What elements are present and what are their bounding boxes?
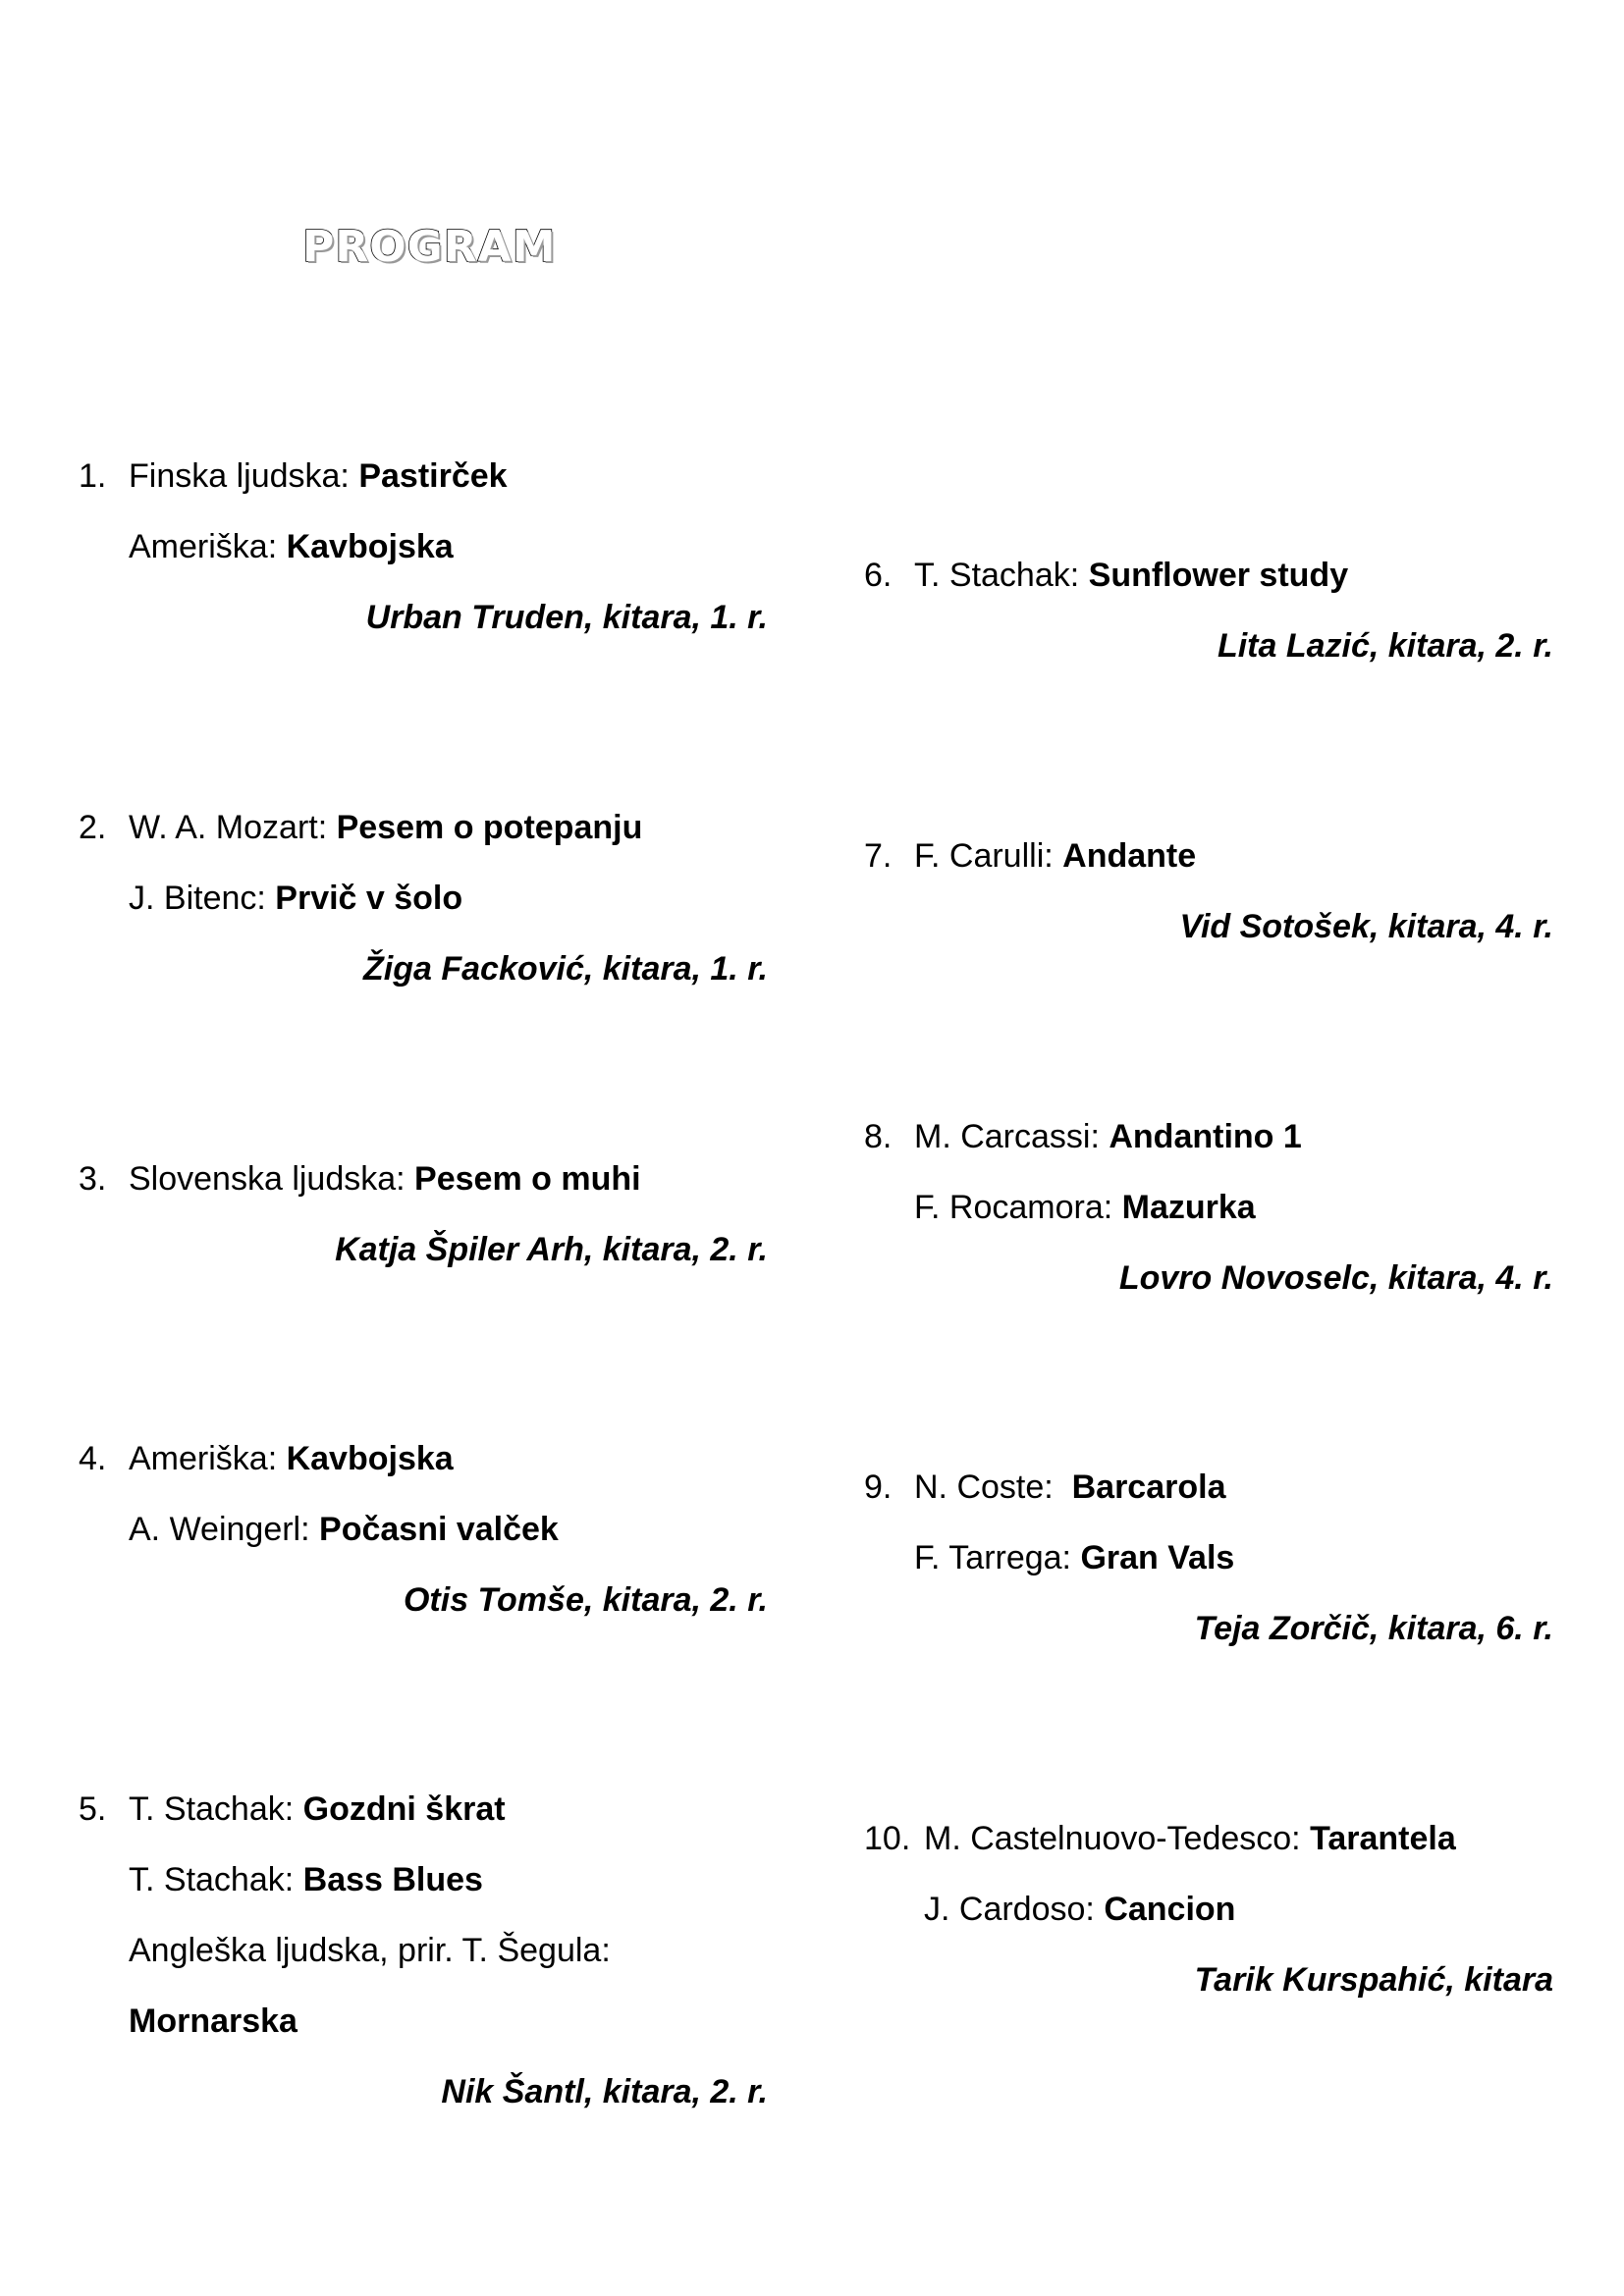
item-number: 3. <box>79 1160 107 1198</box>
composer: J. Cardoso: <box>924 1891 1105 1928</box>
composer: T. Stachak: <box>129 1861 303 1898</box>
item-line <box>129 792 768 863</box>
item-line <box>129 441 768 511</box>
item-line <box>914 1172 1553 1243</box>
program-item-8 <box>864 1101 1553 1313</box>
program-item-5 <box>79 1774 768 2127</box>
composer: J. Bitenc: <box>129 880 276 917</box>
item-line <box>129 511 768 582</box>
item-number: 8. <box>864 1118 893 1155</box>
item-number: 5. <box>79 1790 107 1828</box>
item-line <box>129 1844 768 1915</box>
composer: M. Carcassi: <box>914 1118 1110 1155</box>
item-number: 1. <box>79 457 107 495</box>
program-item-10 <box>864 1803 1553 2015</box>
composer: T. Stachak: <box>129 1790 303 1828</box>
composer: Finska ljudska: <box>129 457 359 495</box>
composer: F. Tarrega: <box>914 1539 1081 1576</box>
piece-title: Počasni valček <box>319 1511 559 1548</box>
performer: Teja Zorčič, kitara, 6. r. <box>1194 1610 1553 1647</box>
piece-title: Andante <box>1062 837 1197 875</box>
item-line <box>914 1101 1553 1172</box>
performer: Nik Šantl, kitara, 2. r. <box>441 2073 768 2110</box>
composer: N. Coste: <box>914 1468 1072 1506</box>
composer: F. Carulli: <box>914 837 1063 875</box>
program-item-9 <box>864 1452 1553 1664</box>
item-number: 2. <box>79 809 107 846</box>
piece-title: Sunflower study <box>1088 557 1349 594</box>
item-number: 9. <box>864 1468 893 1506</box>
composer: T. Stachak: <box>914 557 1089 594</box>
piece-title: Pastirček <box>358 457 508 495</box>
item-line <box>914 1522 1553 1593</box>
composer: Ameriška: <box>129 528 287 565</box>
page-title: PROGRAM <box>302 222 557 272</box>
performer: Lita Lazić, kitara, 2. r. <box>1217 627 1553 665</box>
piece-title: Gozdni škrat <box>302 1790 506 1828</box>
piece-title: Barcarola <box>1071 1468 1226 1506</box>
item-number: 4. <box>79 1440 107 1477</box>
item-line <box>129 1144 768 1214</box>
performer: Žiga Facković, kitara, 1. r. <box>363 950 768 988</box>
item-line <box>914 1452 1553 1522</box>
item-line <box>924 1803 1553 1874</box>
composer: M. Castelnuovo-Tedesco: <box>924 1820 1311 1857</box>
performer: Urban Truden, kitara, 1. r. <box>365 599 768 636</box>
piece-title: Pesem o muhi <box>414 1160 641 1198</box>
piece-title: Prvič v šolo <box>275 880 463 917</box>
composer: Slovenska ljudska: <box>129 1160 415 1198</box>
composer: F. Rocamora: <box>914 1189 1122 1226</box>
composer: Ameriška: <box>129 1440 287 1477</box>
program-item-1 <box>79 441 768 653</box>
program-item-2 <box>79 792 768 1004</box>
item-line <box>129 1774 768 1844</box>
piece-title: Kavbojska <box>286 528 454 565</box>
item-line <box>129 1986 768 2056</box>
piece-title: Kavbojska <box>286 1440 454 1477</box>
program-item-7 <box>864 821 1553 962</box>
piece-title: Bass Blues <box>302 1861 483 1898</box>
piece-title: Gran Vals <box>1080 1539 1235 1576</box>
program-item-4 <box>79 1423 768 1635</box>
item-line <box>914 540 1553 611</box>
piece-title: Mornarska <box>129 2002 298 2040</box>
performer: Katja Špiler Arh, kitara, 2. r. <box>335 1231 768 1268</box>
item-line <box>914 821 1553 891</box>
piece-title: Tarantela <box>1310 1820 1456 1857</box>
item-number: 10. <box>864 1820 911 1857</box>
piece-title: Mazurka <box>1121 1189 1256 1226</box>
program-item-3 <box>79 1144 768 1285</box>
performer: Lovro Novoselc, kitara, 4. r. <box>1118 1259 1553 1297</box>
item-line <box>129 1494 768 1565</box>
program-item-6 <box>864 540 1553 681</box>
performer: Vid Sotošek, kitara, 4. r. <box>1179 908 1553 945</box>
performer: Otis Tomše, kitara, 2. r. <box>403 1581 768 1619</box>
item-line <box>129 863 768 934</box>
composer: W. A. Mozart: <box>129 809 337 846</box>
item-number: 6. <box>864 557 893 594</box>
piece-title: Cancion <box>1104 1891 1236 1928</box>
item-number: 7. <box>864 837 893 875</box>
performer: Tarik Kurspahić, kitara <box>1194 1961 1553 1999</box>
item-line <box>129 1915 768 1986</box>
item-line <box>129 1423 768 1494</box>
composer: Angleška ljudska, prir. T. Šegula: <box>129 1932 611 1969</box>
piece-title: Pesem o potepanju <box>336 809 643 846</box>
piece-title: Andantino 1 <box>1109 1118 1302 1155</box>
composer: A. Weingerl: <box>129 1511 320 1548</box>
item-line <box>924 1874 1553 1945</box>
